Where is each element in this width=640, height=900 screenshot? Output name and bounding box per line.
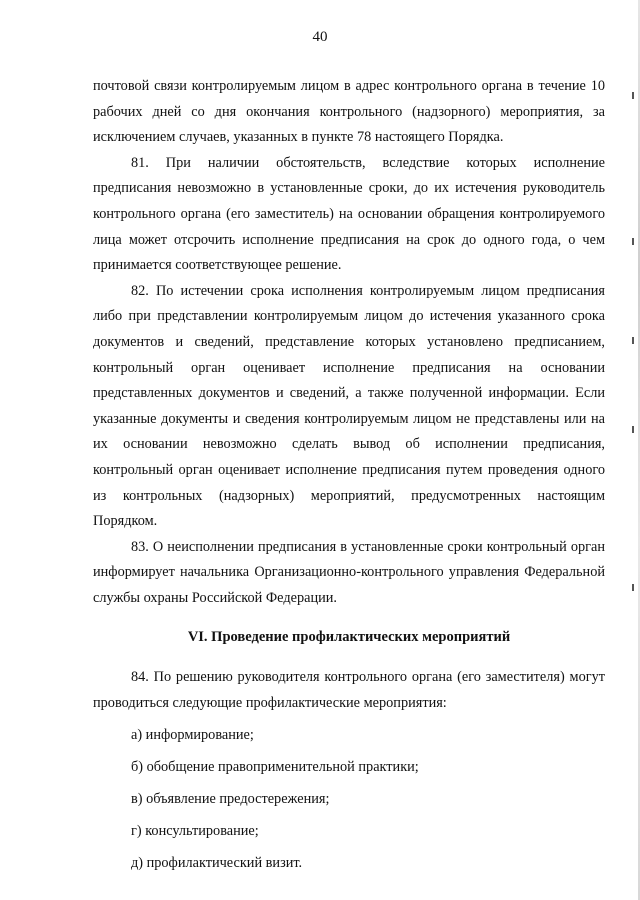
scan-mark [632, 426, 634, 433]
list-item: б) обобщение правоприменительной практики; [131, 759, 419, 776]
list-item: д) профилактический визит. [131, 855, 303, 872]
scan-mark [632, 584, 634, 591]
list-item: а) информирование; [131, 727, 254, 744]
paragraph-83: 83. О неисполнении предписания в установленные сроки контрольный орган информирует начальника Организационно-контрольного управления Федеральной службы охраны Российской Федерации. [93, 538, 605, 606]
paragraph-84: 84. По решению руководителя контрольного органа (его заместителя) могут проводиться следующие профилактические мероприятия: [93, 669, 605, 711]
scan-mark [632, 92, 634, 99]
page-number: 40 [312, 29, 328, 45]
scan-mark [632, 337, 634, 344]
paragraph-81: 81. При наличии обстоятельств, вследствие которых исполнение предписания невозможно в установленные сроки, до их истечения руководитель контрольного органа (его заместитель) на основании обращения контролируемого лица может отсрочить исполнение предписания на срок до одного года, о чем принимается соответствующее решение. [93, 154, 605, 274]
document-body [93, 74, 605, 876]
section-heading: VI. Проведение профилактических мероприятий [187, 629, 511, 646]
list-item: г) консультирование; [131, 823, 259, 840]
paragraph-82: 82. По истечении срока исполнения контролируемым лицом предписания либо при представлении контролируемым лицом до истечения указанного срока документов и сведений, представление которых установлено предписанием, контрольный орган оценивает исполнение предписания на основании представленных документов и сведений, а также полученной информации. Если указанные документы и сведения контролируемым лицом не представлены или на их основании невозможно сделать вывод об исполнении предписания, контрольный орган оценивает исполнение предписания путем проведения одного из контрольных (надзорных) мероприятий, предусмотренных настоящим Порядком. [93, 282, 605, 530]
paragraph-continuation: почтовой связи контролируемым лицом в адрес контрольного органа в течение 10 рабочих дней со дня окончания контрольного (надзорного) мероприятия, за исключением случаев, указанных в пункте 78 настоящего Порядка. [93, 78, 605, 146]
scan-mark [632, 238, 634, 245]
list-item: в) объявление предостережения; [131, 791, 330, 808]
measures-list [93, 722, 605, 876]
